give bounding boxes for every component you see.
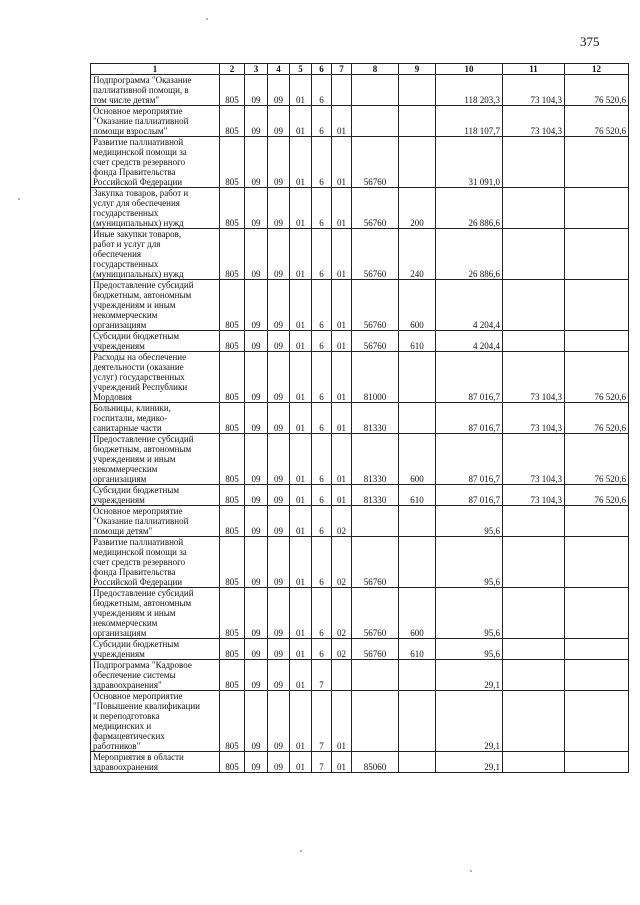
cell-col-12 bbox=[565, 691, 629, 752]
cell-col-2: 805 bbox=[220, 485, 245, 506]
cell-col-4: 09 bbox=[268, 331, 290, 352]
cell-col-6: 6 bbox=[312, 229, 332, 280]
row-name: Подпрограмма "Оказание паллиативной помощи, в том числе детям" bbox=[91, 75, 220, 106]
cell-col-5: 01 bbox=[290, 331, 312, 352]
scan-speck bbox=[300, 850, 302, 852]
cell-col-6: 6 bbox=[312, 434, 332, 485]
row-name: Предоставление субсидий бюджетным, автономным учреждениям и иным некоммерческим организациям bbox=[91, 280, 220, 331]
cell-col-12 bbox=[565, 660, 629, 691]
cell-col-7: 01 bbox=[332, 352, 352, 403]
cell-col-3: 09 bbox=[245, 137, 268, 188]
cell-col-12: 76 520,6 bbox=[565, 485, 629, 506]
page-number: 375 bbox=[580, 34, 600, 49]
cell-col-2: 805 bbox=[220, 691, 245, 752]
cell-col-7: 01 bbox=[332, 280, 352, 331]
cell-col-12 bbox=[565, 752, 629, 773]
cell-col-10: 95,6 bbox=[436, 506, 503, 537]
cell-col-7: 02 bbox=[332, 537, 352, 588]
cell-col-9: 600 bbox=[399, 280, 436, 331]
cell-col-9: 240 bbox=[399, 229, 436, 280]
cell-col-7 bbox=[332, 660, 352, 691]
cell-col-8: 81330 bbox=[352, 434, 399, 485]
cell-col-2: 805 bbox=[220, 506, 245, 537]
cell-col-2: 805 bbox=[220, 331, 245, 352]
cell-col-10: 95,6 bbox=[436, 639, 503, 660]
cell-col-12 bbox=[565, 280, 629, 331]
column-header-3: 3 bbox=[245, 64, 268, 75]
column-header-9: 9 bbox=[399, 64, 436, 75]
row-name: Иные закупки товаров, работ и услуг для обеспечения государственных (муниципальных) нужд bbox=[91, 229, 220, 280]
row-name: Развитие паллиативной медицинской помощи за счет средств резервного фонда Правительства Российской Федерации bbox=[91, 137, 220, 188]
cell-col-10: 87 016,7 bbox=[436, 403, 503, 434]
row-name: Субсидии бюджетным учреждениям bbox=[91, 485, 220, 506]
row-name: Предоставление субсидий бюджетным, автономным учреждениям и иным некоммерческим организациям bbox=[91, 588, 220, 639]
cell-col-4: 09 bbox=[268, 660, 290, 691]
row-name: Развитие паллиативной медицинской помощи за счет средств резервного фонда Правительства Российской Федерации bbox=[91, 537, 220, 588]
cell-col-4: 09 bbox=[268, 639, 290, 660]
cell-col-8: 81000 bbox=[352, 352, 399, 403]
cell-col-10: 4 204,4 bbox=[436, 331, 503, 352]
cell-col-10: 95,6 bbox=[436, 588, 503, 639]
scan-speck bbox=[18, 198, 20, 200]
scan-speck bbox=[206, 18, 208, 20]
cell-col-6: 6 bbox=[312, 588, 332, 639]
cell-col-5: 01 bbox=[290, 352, 312, 403]
table-row bbox=[91, 75, 629, 106]
cell-col-12 bbox=[565, 506, 629, 537]
cell-col-12 bbox=[565, 331, 629, 352]
cell-col-4: 09 bbox=[268, 403, 290, 434]
cell-col-3: 09 bbox=[245, 588, 268, 639]
cell-col-3: 09 bbox=[245, 752, 268, 773]
cell-col-12: 76 520,6 bbox=[565, 352, 629, 403]
cell-col-5: 01 bbox=[290, 485, 312, 506]
cell-col-2: 805 bbox=[220, 660, 245, 691]
cell-col-12: 76 520,6 bbox=[565, 434, 629, 485]
cell-col-8 bbox=[352, 106, 399, 137]
table-row bbox=[91, 403, 629, 434]
cell-col-11: 73 104,3 bbox=[503, 75, 565, 106]
cell-col-4: 09 bbox=[268, 752, 290, 773]
cell-col-8: 56760 bbox=[352, 537, 399, 588]
row-name: Мероприятия в области здравоохранения bbox=[91, 752, 220, 773]
cell-col-4: 09 bbox=[268, 188, 290, 229]
cell-col-11 bbox=[503, 280, 565, 331]
cell-col-3: 09 bbox=[245, 506, 268, 537]
row-name: Больницы, клиники, госпитали, медико- санитарные части bbox=[91, 403, 220, 434]
row-name: Субсидии бюджетным учреждениям bbox=[91, 331, 220, 352]
cell-col-7: 01 bbox=[332, 137, 352, 188]
cell-col-5: 01 bbox=[290, 106, 312, 137]
cell-col-7: 01 bbox=[332, 229, 352, 280]
cell-col-9 bbox=[399, 403, 436, 434]
cell-col-2: 805 bbox=[220, 639, 245, 660]
cell-col-3: 09 bbox=[245, 537, 268, 588]
cell-col-11: 73 104,3 bbox=[503, 485, 565, 506]
cell-col-4: 09 bbox=[268, 506, 290, 537]
cell-col-8: 56760 bbox=[352, 331, 399, 352]
cell-col-10: 26 886,6 bbox=[436, 188, 503, 229]
cell-col-8: 81330 bbox=[352, 403, 399, 434]
cell-col-9 bbox=[399, 352, 436, 403]
cell-col-8 bbox=[352, 75, 399, 106]
cell-col-11 bbox=[503, 188, 565, 229]
cell-col-10: 87 016,7 bbox=[436, 434, 503, 485]
cell-col-5: 01 bbox=[290, 137, 312, 188]
cell-col-10: 118 203,3 bbox=[436, 75, 503, 106]
cell-col-11 bbox=[503, 229, 565, 280]
column-header-5: 5 bbox=[290, 64, 312, 75]
cell-col-3: 09 bbox=[245, 691, 268, 752]
cell-col-2: 805 bbox=[220, 403, 245, 434]
cell-col-11 bbox=[503, 639, 565, 660]
cell-col-12: 76 520,6 bbox=[565, 106, 629, 137]
cell-col-11: 73 104,3 bbox=[503, 352, 565, 403]
table-row bbox=[91, 434, 629, 485]
cell-col-11 bbox=[503, 660, 565, 691]
cell-col-4: 09 bbox=[268, 106, 290, 137]
cell-col-3: 09 bbox=[245, 75, 268, 106]
cell-col-8: 56760 bbox=[352, 229, 399, 280]
table-row bbox=[91, 229, 629, 280]
cell-col-9: 600 bbox=[399, 434, 436, 485]
cell-col-9 bbox=[399, 752, 436, 773]
cell-col-11 bbox=[503, 752, 565, 773]
column-header-2: 2 bbox=[220, 64, 245, 75]
cell-col-3: 09 bbox=[245, 434, 268, 485]
cell-col-5: 01 bbox=[290, 506, 312, 537]
cell-col-2: 805 bbox=[220, 280, 245, 331]
cell-col-4: 09 bbox=[268, 75, 290, 106]
cell-col-5: 01 bbox=[290, 691, 312, 752]
cell-col-3: 09 bbox=[245, 352, 268, 403]
row-name: Подпрограмма "Кадровое обеспечение системы здравоохранения" bbox=[91, 660, 220, 691]
cell-col-8: 81330 bbox=[352, 485, 399, 506]
cell-col-2: 805 bbox=[220, 537, 245, 588]
cell-col-9 bbox=[399, 660, 436, 691]
cell-col-7: 02 bbox=[332, 506, 352, 537]
cell-col-6: 6 bbox=[312, 352, 332, 403]
cell-col-2: 805 bbox=[220, 752, 245, 773]
cell-col-8: 56760 bbox=[352, 588, 399, 639]
row-name: Основное мероприятие "Оказание паллиативной помощи детям" bbox=[91, 506, 220, 537]
column-header-7: 7 bbox=[332, 64, 352, 75]
cell-col-2: 805 bbox=[220, 106, 245, 137]
cell-col-11 bbox=[503, 537, 565, 588]
table-row bbox=[91, 537, 629, 588]
table-row bbox=[91, 588, 629, 639]
table-row bbox=[91, 106, 629, 137]
scan-speck bbox=[470, 870, 472, 872]
row-name: Субсидии бюджетным учреждениям bbox=[91, 639, 220, 660]
cell-col-7 bbox=[332, 75, 352, 106]
cell-col-3: 09 bbox=[245, 188, 268, 229]
cell-col-10: 29,1 bbox=[436, 752, 503, 773]
table-row bbox=[91, 331, 629, 352]
cell-col-10: 29,1 bbox=[436, 660, 503, 691]
cell-col-12 bbox=[565, 588, 629, 639]
cell-col-12 bbox=[565, 188, 629, 229]
budget-table bbox=[90, 63, 629, 773]
table-row bbox=[91, 506, 629, 537]
cell-col-12 bbox=[565, 229, 629, 280]
row-name: Основное мероприятие "Оказание паллиативной помощи взрослым" bbox=[91, 106, 220, 137]
cell-col-4: 09 bbox=[268, 229, 290, 280]
cell-col-4: 09 bbox=[268, 434, 290, 485]
column-header-6: 6 bbox=[312, 64, 332, 75]
cell-col-8: 56760 bbox=[352, 280, 399, 331]
cell-col-6: 7 bbox=[312, 660, 332, 691]
row-name: Расходы на обеспечение деятельности (оказание услуг) государственных учреждений Республики Мордовия bbox=[91, 352, 220, 403]
cell-col-6: 6 bbox=[312, 537, 332, 588]
cell-col-8 bbox=[352, 691, 399, 752]
cell-col-8 bbox=[352, 506, 399, 537]
cell-col-9: 610 bbox=[399, 331, 436, 352]
cell-col-2: 805 bbox=[220, 588, 245, 639]
cell-col-9 bbox=[399, 537, 436, 588]
cell-col-6: 6 bbox=[312, 75, 332, 106]
cell-col-7: 02 bbox=[332, 639, 352, 660]
cell-col-2: 805 bbox=[220, 188, 245, 229]
cell-col-2: 805 bbox=[220, 229, 245, 280]
cell-col-3: 09 bbox=[245, 331, 268, 352]
cell-col-6: 7 bbox=[312, 752, 332, 773]
cell-col-12: 76 520,6 bbox=[565, 75, 629, 106]
table-row bbox=[91, 691, 629, 752]
cell-col-5: 01 bbox=[290, 639, 312, 660]
cell-col-9 bbox=[399, 75, 436, 106]
cell-col-3: 09 bbox=[245, 639, 268, 660]
cell-col-8: 56760 bbox=[352, 137, 399, 188]
cell-col-7: 01 bbox=[332, 331, 352, 352]
cell-col-5: 01 bbox=[290, 588, 312, 639]
table-row bbox=[91, 660, 629, 691]
cell-col-7: 01 bbox=[332, 691, 352, 752]
cell-col-10: 29,1 bbox=[436, 691, 503, 752]
cell-col-2: 805 bbox=[220, 434, 245, 485]
cell-col-7: 01 bbox=[332, 403, 352, 434]
cell-col-6: 6 bbox=[312, 331, 332, 352]
cell-col-9: 200 bbox=[399, 188, 436, 229]
cell-col-2: 805 bbox=[220, 352, 245, 403]
cell-col-10: 87 016,7 bbox=[436, 352, 503, 403]
cell-col-7: 01 bbox=[332, 188, 352, 229]
cell-col-9: 600 bbox=[399, 588, 436, 639]
cell-col-4: 09 bbox=[268, 537, 290, 588]
cell-col-10: 26 886,6 bbox=[436, 229, 503, 280]
table-row bbox=[91, 352, 629, 403]
cell-col-7: 01 bbox=[332, 485, 352, 506]
cell-col-10: 4 204,4 bbox=[436, 280, 503, 331]
cell-col-11: 73 104,3 bbox=[503, 434, 565, 485]
cell-col-8: 56760 bbox=[352, 188, 399, 229]
cell-col-11 bbox=[503, 588, 565, 639]
cell-col-9: 610 bbox=[399, 639, 436, 660]
cell-col-8 bbox=[352, 660, 399, 691]
column-header-11: 11 bbox=[503, 64, 565, 75]
cell-col-7: 02 bbox=[332, 588, 352, 639]
table-row bbox=[91, 639, 629, 660]
cell-col-12: 76 520,6 bbox=[565, 403, 629, 434]
cell-col-3: 09 bbox=[245, 660, 268, 691]
cell-col-2: 805 bbox=[220, 75, 245, 106]
cell-col-6: 6 bbox=[312, 639, 332, 660]
cell-col-11 bbox=[503, 691, 565, 752]
cell-col-6: 6 bbox=[312, 485, 332, 506]
cell-col-3: 09 bbox=[245, 106, 268, 137]
cell-col-4: 09 bbox=[268, 588, 290, 639]
row-name: Основное мероприятие "Повышение квалификации и переподготовка медицинских и фармацевтических работников" bbox=[91, 691, 220, 752]
column-header-10: 10 bbox=[436, 64, 503, 75]
cell-col-2: 805 bbox=[220, 137, 245, 188]
cell-col-12 bbox=[565, 137, 629, 188]
cell-col-3: 09 bbox=[245, 280, 268, 331]
cell-col-9 bbox=[399, 506, 436, 537]
column-header-12: 12 bbox=[565, 64, 629, 75]
cell-col-11 bbox=[503, 506, 565, 537]
cell-col-4: 09 bbox=[268, 485, 290, 506]
table-header-row bbox=[91, 64, 629, 75]
cell-col-10: 87 016,7 bbox=[436, 485, 503, 506]
table-row bbox=[91, 137, 629, 188]
cell-col-6: 6 bbox=[312, 403, 332, 434]
cell-col-5: 01 bbox=[290, 752, 312, 773]
cell-col-8: 56760 bbox=[352, 639, 399, 660]
cell-col-8: 85060 bbox=[352, 752, 399, 773]
cell-col-9 bbox=[399, 106, 436, 137]
cell-col-5: 01 bbox=[290, 403, 312, 434]
cell-col-7: 01 bbox=[332, 752, 352, 773]
column-header-8: 8 bbox=[352, 64, 399, 75]
cell-col-5: 01 bbox=[290, 280, 312, 331]
cell-col-5: 01 bbox=[290, 188, 312, 229]
cell-col-4: 09 bbox=[268, 691, 290, 752]
cell-col-10: 118 107,7 bbox=[436, 106, 503, 137]
cell-col-3: 09 bbox=[245, 229, 268, 280]
cell-col-5: 01 bbox=[290, 434, 312, 485]
cell-col-9: 610 bbox=[399, 485, 436, 506]
cell-col-11: 73 104,3 bbox=[503, 403, 565, 434]
cell-col-11: 73 104,3 bbox=[503, 106, 565, 137]
cell-col-5: 01 bbox=[290, 229, 312, 280]
cell-col-10: 95,6 bbox=[436, 537, 503, 588]
cell-col-5: 01 bbox=[290, 75, 312, 106]
cell-col-6: 6 bbox=[312, 280, 332, 331]
cell-col-10: 31 091,0 bbox=[436, 137, 503, 188]
cell-col-9 bbox=[399, 691, 436, 752]
cell-col-6: 6 bbox=[312, 506, 332, 537]
cell-col-6: 6 bbox=[312, 106, 332, 137]
cell-col-5: 01 bbox=[290, 660, 312, 691]
cell-col-11 bbox=[503, 331, 565, 352]
cell-col-4: 09 bbox=[268, 352, 290, 403]
table-row bbox=[91, 280, 629, 331]
cell-col-5: 01 bbox=[290, 537, 312, 588]
cell-col-4: 09 bbox=[268, 280, 290, 331]
cell-col-3: 09 bbox=[245, 485, 268, 506]
cell-col-7: 01 bbox=[332, 106, 352, 137]
cell-col-7: 01 bbox=[332, 434, 352, 485]
cell-col-9 bbox=[399, 137, 436, 188]
row-name: Предоставление субсидий бюджетным, автономным учреждениям и иным некоммерческим организациям bbox=[91, 434, 220, 485]
cell-col-12 bbox=[565, 639, 629, 660]
table-row bbox=[91, 188, 629, 229]
row-name: Закупка товаров, работ и услуг для обеспечения государственных (муниципальных) нужд bbox=[91, 188, 220, 229]
cell-col-11 bbox=[503, 137, 565, 188]
column-header-1: 1 bbox=[91, 64, 220, 75]
cell-col-3: 09 bbox=[245, 403, 268, 434]
cell-col-6: 6 bbox=[312, 188, 332, 229]
cell-col-6: 7 bbox=[312, 691, 332, 752]
cell-col-6: 6 bbox=[312, 137, 332, 188]
cell-col-4: 09 bbox=[268, 137, 290, 188]
table-row bbox=[91, 485, 629, 506]
column-header-4: 4 bbox=[268, 64, 290, 75]
cell-col-12 bbox=[565, 537, 629, 588]
table-row bbox=[91, 752, 629, 773]
